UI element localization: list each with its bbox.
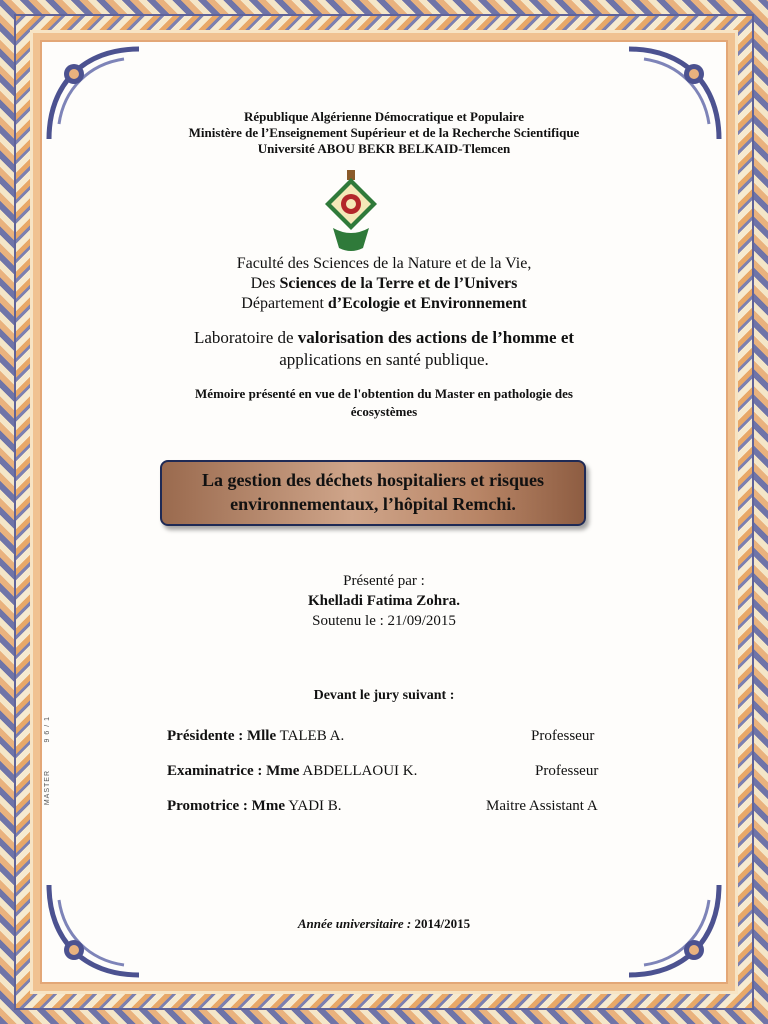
thesis-title-line-1: La gestion des déchets hospitaliers et risques	[202, 470, 544, 490]
jury-role: Présidente : Mlle	[167, 728, 277, 744]
presentation-block	[0, 571, 768, 631]
thesis-title-box	[160, 460, 586, 526]
academic-year	[0, 916, 768, 932]
laboratory-line-1	[0, 327, 768, 349]
jury-title-examiner: Professeur	[535, 763, 599, 779]
sciences-line	[0, 274, 768, 294]
academic-year-label: Année universitaire :	[297, 916, 415, 931]
laboratory-name: valorisation des actions de l’homme et	[297, 328, 575, 347]
university-logo	[323, 168, 379, 254]
faculty-line: Faculté des Sciences de la Nature et de la Vie,	[236, 255, 532, 272]
sciences-name: Sciences de la Terre et de l’Univers	[279, 275, 518, 292]
jury-member-president	[167, 728, 344, 745]
laboratory-block	[0, 327, 768, 371]
university-line: Université ABOU BEKR BELKAID-Tlemcen	[257, 141, 511, 156]
jury-name: TALEB A.	[276, 728, 345, 744]
academic-year-value: 2014/2015	[414, 916, 471, 931]
jury-title-president: Professeur	[531, 728, 595, 744]
laboratory-line-2: applications en santé publique.	[279, 350, 489, 369]
presented-by-label: Présenté par :	[343, 573, 425, 589]
jury-member-supervisor	[167, 798, 342, 815]
jury-name: ABDELLAOUI K.	[299, 763, 418, 779]
faculty-block	[0, 254, 768, 314]
ministry-line: Ministère de l’Enseignement Supérieur et de la Recherche Scientifique	[188, 125, 580, 140]
memoire-line-1: Mémoire présenté en vue de l'obtention du Master en pathologie des	[195, 386, 573, 401]
jury-member-examiner	[167, 763, 417, 780]
department-prefix: Département	[241, 295, 328, 312]
sciences-prefix: Des	[250, 275, 280, 292]
jury-heading: Devant le jury suivant :	[313, 688, 455, 703]
jury-name: YADI B.	[285, 798, 342, 814]
memoire-statement	[0, 385, 768, 421]
paper-code-mark: 9 6 / 1	[44, 716, 51, 743]
jury-role: Examinatrice : Mme	[167, 763, 300, 779]
jury-title-supervisor: Maitre Assistant A	[486, 798, 598, 814]
paper-brand-mark: MASTER	[44, 770, 51, 806]
republic-line: République Algérienne Démocratique et Populaire	[244, 109, 524, 124]
department-line	[0, 294, 768, 314]
memoire-line-2: écosystèmes	[350, 404, 418, 419]
jury-role: Promotrice : Mme	[167, 798, 285, 814]
department-name: d’Ecologie et Environnement	[327, 295, 527, 312]
defense-date: Soutenu le : 21/09/2015	[312, 613, 456, 629]
thesis-title-line-2: environnementaux, l’hôpital Remchi.	[230, 494, 516, 514]
laboratory-prefix: Laboratoire de	[193, 328, 298, 347]
author-name: Khelladi Fatima Zohra.	[307, 593, 461, 609]
institution-header	[0, 109, 768, 157]
